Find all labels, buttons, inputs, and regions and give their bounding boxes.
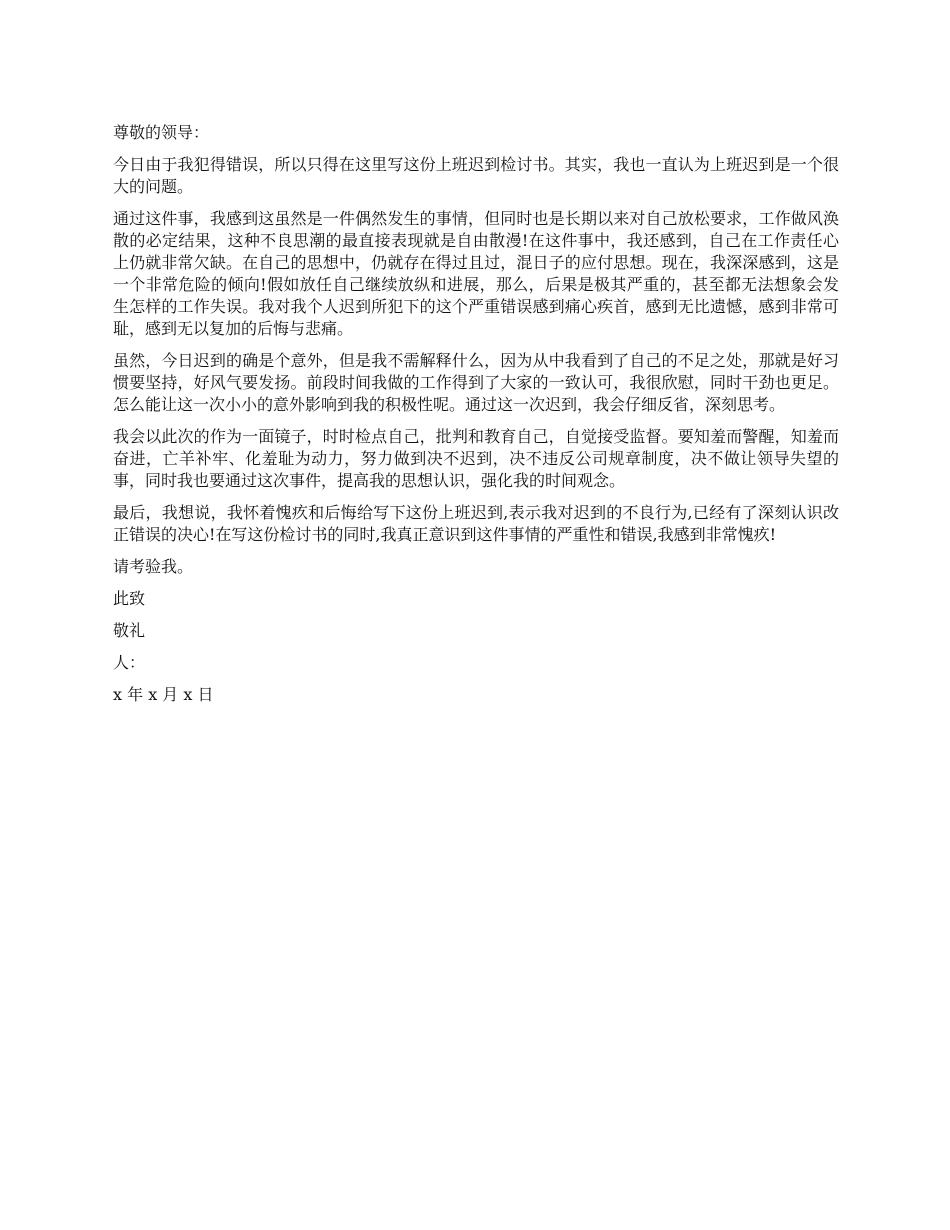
- date-line: x 年 x 月 x 日: [113, 685, 214, 704]
- closing-line-1: 此致: [113, 589, 146, 608]
- letter-document: [113, 122, 839, 716]
- signer-label: 人：: [113, 653, 146, 672]
- salutation: 尊敬的领导：: [113, 123, 210, 142]
- paragraph-1: 今日由于我犯得错误，所以只得在这里写这份上班迟到检讨书。其实，我也一直认为上班迟到是一个很大的问题。: [113, 155, 839, 196]
- closing-line-2: 敬礼: [113, 621, 146, 640]
- paragraph-2: 通过这件事，我感到这虽然是一件偶然发生的事情，但同时也是长期以来对自己放松要求，工作做风涣散的必定结果，这种不良思潮的最直接表现就是自由散漫!在这件事中，我还感到，自己在工作责任心上仍就非常欠缺。在自己的思想中，仍就存在得过且过，混日子的应付思想。现在，我深深感到，这是一个非常危险的倾向!假如放任自己继续放纵和进展，那么，后果是极其严重的，甚至都无法想象会发生怎样的工作失误。我对我个人迟到所犯下的这个严重错误感到痛心疾首，感到无比遗憾，感到非常可耻，感到无以复加的后悔与悲痛。: [113, 209, 839, 338]
- paragraph-4: 我会以此次的作为一面镜子，时时检点自己，批判和教育自己，自觉接受监督。要知羞而警醒，知羞而奋进，亡羊补牢、化羞耻为动力，努力做到决不迟到，决不违反公司规章制度，决不做让领导失望的事，同时我也要通过这次事件，提高我的思想认识，强化我的时间观念。: [113, 427, 839, 490]
- paragraph-5: 最后，我想说，我怀着愧疚和后悔给写下这份上班迟到,表示我对迟到的不良行为,已经有了深刻认识改正错误的决心!在写这份检讨书的同时,我真正意识到这件事情的严重性和错误,我感到非常愧疚!: [113, 503, 839, 544]
- closing-request: 请考验我。: [113, 557, 194, 576]
- paragraph-3: 虽然，今日迟到的确是个意外，但是我不需解释什么，因为从中我看到了自己的不足之处，那就是好习惯要坚持，好风气要发扬。前段时间我做的工作得到了大家的一致认可，我很欣慰，同时干劲也更足。怎么能让这一次小小的意外影响到我的积极性呢。通过这一次迟到，我会仔细反省，深刻思考。: [113, 351, 839, 414]
